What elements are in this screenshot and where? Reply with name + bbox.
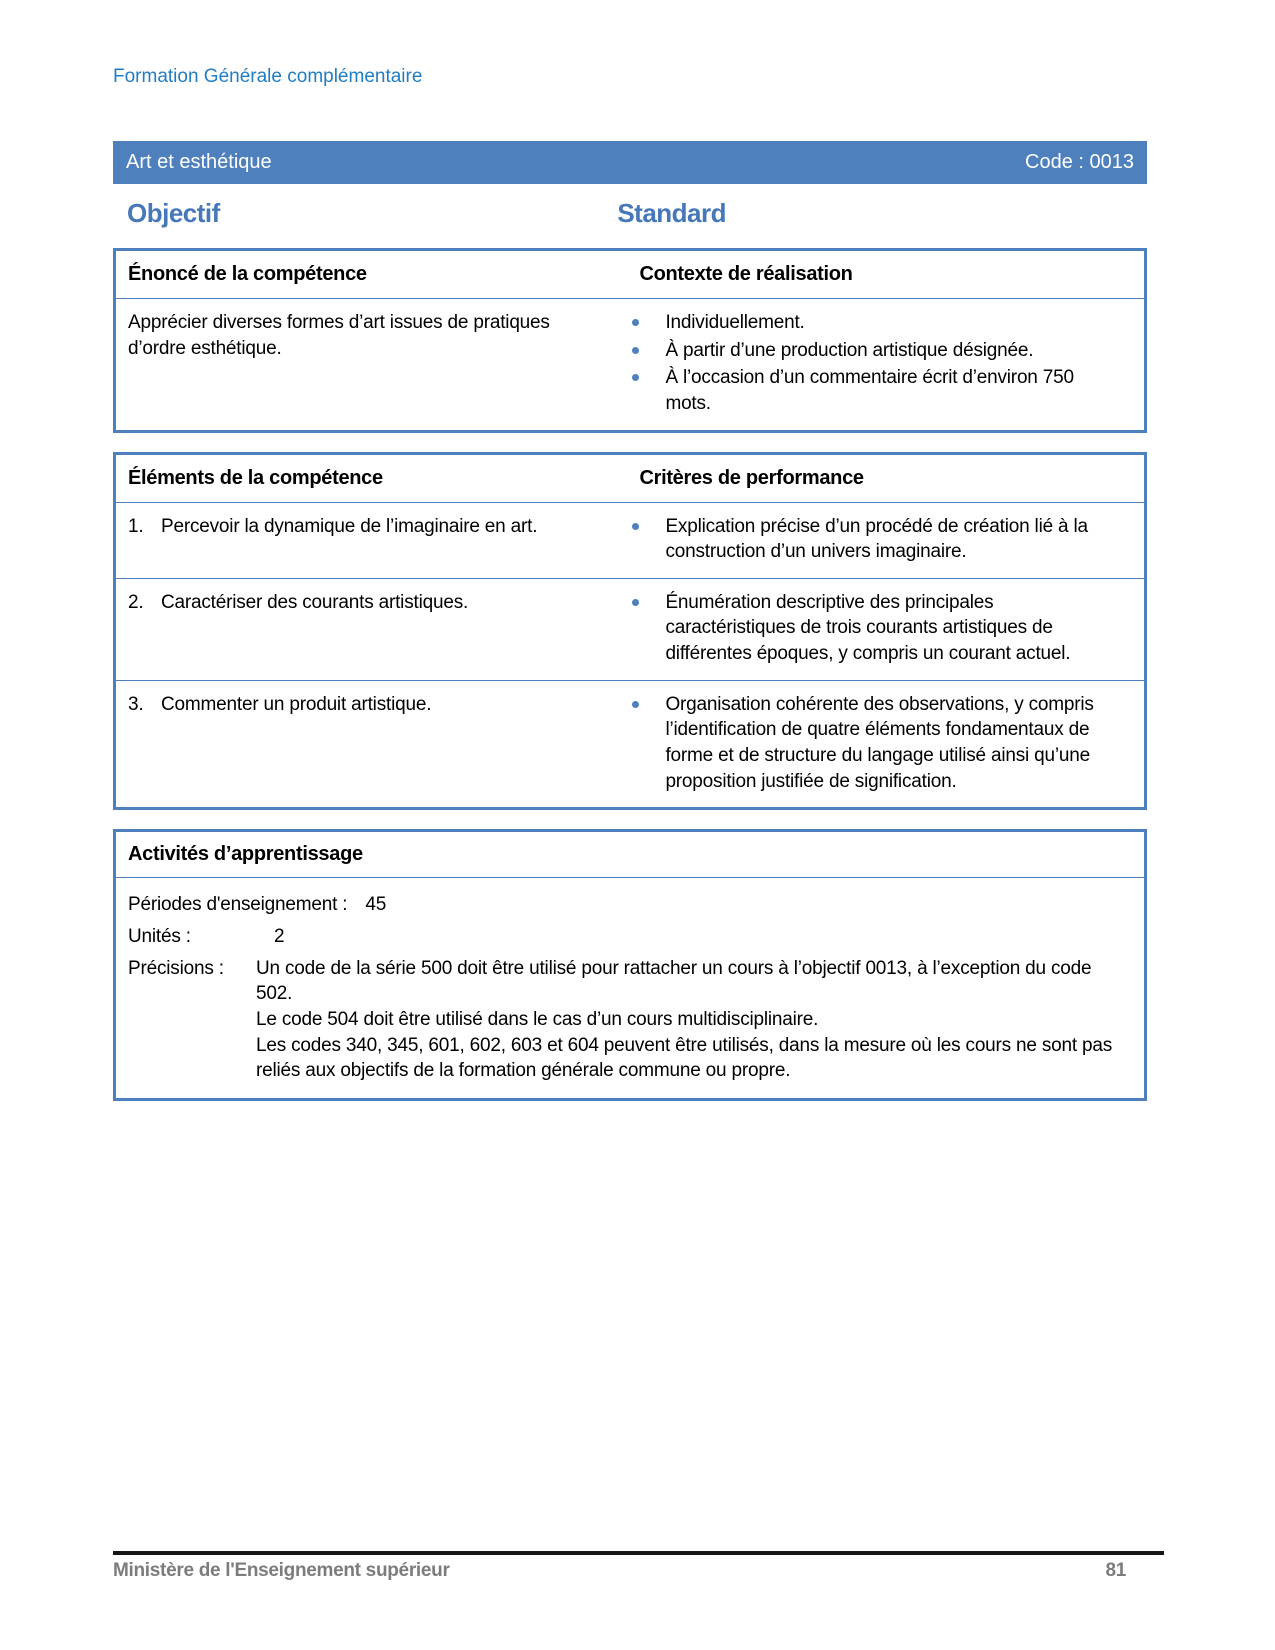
elements-table [113, 452, 1147, 811]
criteria-bullet: Énumération descriptive des principales caractéristiques de trois courants artistiques de différentes époques, y compris un courant actuel. [609, 590, 1134, 667]
criteria-bullet: Organisation cohérente des observations, y compris l’identification de quatre éléments fondamentaux de forme et de structure du langage utilisé ainsi qu’une proposition justifiée de signification. [609, 692, 1134, 795]
units-value: 2 [274, 925, 285, 947]
elements-table-left-header: Éléments de la compétence [128, 466, 383, 489]
document-section-label: Formation Générale complémentaire [113, 66, 423, 87]
context-bullet: Individuellement. [609, 310, 1134, 336]
criteria-list-3 [609, 692, 1134, 795]
periods-label: Périodes d'enseignement : [128, 894, 348, 916]
element-1-text: Percevoir la dynamique de l’imaginaire en art. [161, 515, 538, 537]
column-headings [113, 198, 1147, 229]
activities-box [113, 829, 1147, 1100]
page-number: 81 [1105, 1560, 1126, 1581]
element-2 [128, 590, 587, 616]
units-label: Unités : [128, 925, 191, 947]
competence-table [113, 248, 1147, 433]
element-3-text: Commenter un produit artistique. [161, 693, 432, 715]
competence-statement: Apprécier diverses formes d’art issues de pratiques d’ordre esthétique. [128, 312, 550, 359]
competence-table-left-header: Énoncé de la compétence [128, 263, 367, 285]
competence-table-body-row [116, 298, 1144, 430]
activities-header: Activités d’apprentissage [116, 832, 1144, 878]
footer-ministry-label: Ministère de l'Enseignement supérieur [113, 1560, 450, 1581]
context-bullet-list [609, 310, 1134, 417]
element-row-3 [116, 680, 1144, 808]
precisions-text [256, 956, 1132, 1084]
criteria-list-1 [609, 514, 1134, 565]
course-title: Art et esthétique [126, 151, 272, 173]
element-3 [128, 692, 587, 718]
periods-value: 45 [365, 894, 387, 916]
context-cell [609, 299, 1144, 430]
context-bullet: À l’occasion d’un commentaire écrit d’environ 750 mots. [609, 365, 1134, 416]
criteria-bullet: Explication précise d’un procédé de création lié à la construction d’un univers imaginaire. [609, 514, 1134, 565]
course-banner [113, 141, 1147, 184]
competence-table-header-row [116, 251, 1144, 298]
activities-body [116, 878, 1144, 1097]
objectif-heading: Objectif [127, 198, 220, 228]
criteria-list-2 [609, 590, 1134, 667]
footer-divider [113, 1551, 1164, 1555]
page-footer [113, 1560, 1164, 1582]
precision-line: Le code 504 doit être utilisé dans le cas d’un cours multidisciplinaire. [256, 1008, 819, 1030]
elements-table-right-header: Critères de performance [639, 466, 864, 489]
periods-row [128, 892, 1132, 918]
document-page [113, 0, 1147, 1101]
precisions-row [128, 956, 1132, 1084]
competence-table-right-header: Contexte de réalisation [639, 263, 853, 285]
standard-heading: Standard [617, 198, 726, 228]
element-2-number: 2. [128, 591, 144, 613]
context-bullet: À partir d’une production artistique désignée. [609, 338, 1134, 364]
precision-line: Un code de la série 500 doit être utilisé pour rattacher un cours à l’objectif 0013, à l’exception du code 502. [256, 957, 1092, 1005]
precision-line: Les codes 340, 345, 601, 602, 603 et 604 peuvent être utilisés, dans la mesure où les cours ne sont pas reliés aux objectifs de la formation générale commune ou propre. [256, 1034, 1113, 1082]
elements-table-header-row [116, 455, 1144, 502]
element-row-2 [116, 578, 1144, 680]
precisions-label: Précisions : [128, 957, 224, 979]
element-row-1 [116, 502, 1144, 578]
element-1 [128, 514, 587, 540]
element-1-number: 1. [128, 515, 144, 537]
course-code: Code : 0013 [1025, 151, 1134, 173]
element-3-number: 3. [128, 693, 144, 715]
units-row [128, 924, 1132, 950]
element-2-text: Caractériser des courants artistiques. [161, 591, 469, 613]
